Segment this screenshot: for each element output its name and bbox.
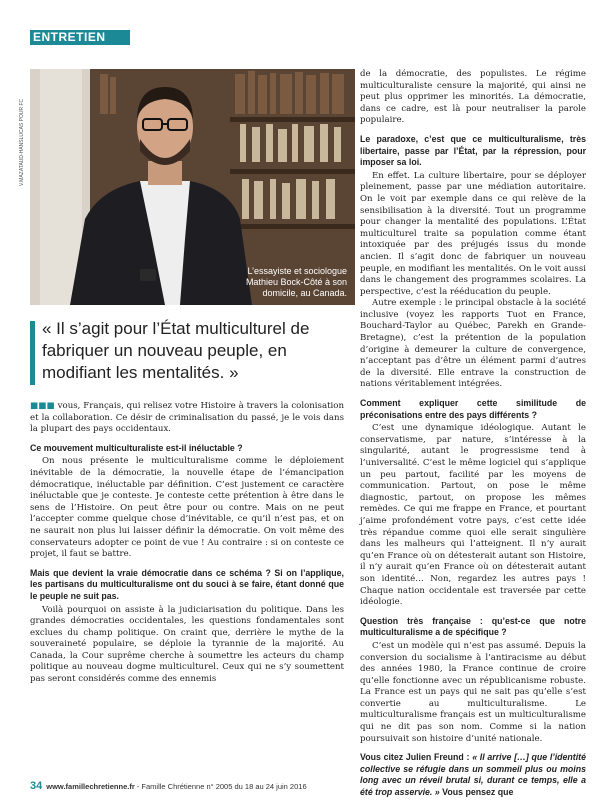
page-number: 34 xyxy=(30,780,43,792)
question xyxy=(360,752,586,798)
answer: C’est une dynamique idéologique. Autant le conservatisme, par nature, s’intéresse à la singularité, autant le progressisme tend à l’universalité. C’est le même logiciel qui s’applique un peu partout, facilité par les moyens de communication. Partout, on pose le même diagnostic, partout, on propose les mêmes remèdes. Ce qui me frappe en France, et pourtant j’aime profondément votre pays, c’est cette idée très répandue comme quoi elle serait singulière dans les malheurs qui l’atteignent. Il n’y aurait qu’en France où on détesterait autant son Histoire, il n’y aurait qu’en France où on détesterait autant son identité… Non, regardez les autres pays ! Chaque nation occidentale est traversée par cette idéologie. xyxy=(360,423,586,608)
pull-quote: « Il s’agit pour l’État multiculturel de fabriquer un nouveau peuple, en modifiant les mentalités. » xyxy=(42,319,310,382)
answer: Autre exemple : le principal obstacle à la société inclusive (voyez les rapports Tuot en France, Bouchard-Taylor au Québec, Parekh en Grande-Bretagne), c’est la prétention de la population d’origine à demeurer la culture de convergence, n’acceptant pas d’être un élément parmi d’autres de la diversité. Elle entrave la construction de nations véritablement intégrées. xyxy=(360,298,586,390)
question: Le paradoxe, c’est que ce multiculturalisme, très libertaire, passe par l’État, par la répression, pour imposer sa loi. xyxy=(360,133,586,168)
article-left-column xyxy=(30,401,344,686)
footer-issue: - Famille Chrétienne n° 2005 du 18 au 24 juin 2016 xyxy=(134,782,307,791)
question: Mais que devient la vraie démocratie dans ce schéma ? Si on l’applique, les partisans du multiculturalisme ont du souci à se faire, étant donné que le peuple ne suit pas. xyxy=(30,567,344,601)
question: Question très française : qu’est-ce que notre multiculturalisme a de spécifique ? xyxy=(360,615,586,638)
answer: Voilà pourquoi on assiste à la judiciarisation du politique. Dans les grandes démocraties occidentales, les questions fondamentales sont exclues du champ politique. On craint que, derrière le mythe de la souveraineté populaire, se déploie la tyrannie de la majorité. Au Canada, la Cour suprême cherche à soumettre les acteurs du champ politique au nouveau dogme multiculturel. Ceux qui ne s’y soumettent pas seront considérés comme des ennemis xyxy=(30,604,344,685)
section-header-label: ENTRETIEN xyxy=(33,30,106,44)
page-footer xyxy=(30,780,307,792)
question-quote: « Il arrive […] que l’identité collective se réfugie dans un sommeil plus ou moins long avec un réveil brutal si, durant ce temps, elle a été trop asservie. » xyxy=(360,752,587,798)
question-tail: Vous pensez que xyxy=(439,787,514,798)
paragraph-text: vous, Français, qui relisez votre Histoire à travers la colonisation et la collaboration. Ce désir de criminalisation du passé, je le vois dans la plupart des pays occidentaux. xyxy=(30,401,344,435)
question: Comment expliquer cette similitude de préconisations entre des pays différents ? xyxy=(360,398,586,420)
paragraph xyxy=(30,401,344,436)
photo-caption: L’essayiste et sociologue Mathieu Bock-Côté à son domicile, au Canada. xyxy=(245,266,347,298)
continuation-marker: ■■■ xyxy=(30,401,55,411)
pull-quote-bar xyxy=(30,321,35,385)
photo-credit: V.MAZATAUD-HANSLUCAS POUR FC xyxy=(19,98,25,186)
footer-site: www.famillechretienne.fr xyxy=(46,782,135,791)
article-right-column xyxy=(360,69,586,801)
question-lead: Vous citez Julien Freund : xyxy=(360,752,473,763)
answer: C’est un modèle qui n’est pas assumé. Depuis la conversion du socialisme à l’antiracisme au début des années 1980, la France continue de croire qu’elle fonctionne avec un républicanisme robuste. La France est un pays qui ne sait pas qu’elle s’est convertie au multiculturalisme. Le multiculturalisme français est un multiculturalisme qui ne dit pas son nom. Comme si la nation poursuivait son histoire d’unité nationale. xyxy=(360,640,586,744)
answer: En effet. La culture libertaire, pour se déployer pleinement, passe par une médiation autoritaire. On le voit par exemple dans ce qui relève de la sensibilisation à la diversité. Tout un programme pour changer la mentalité des populations. L’État multiculturel traite sa population comme étant intoxiquée par des préjugés issus du monde ancien. Il s’agit donc de fabriquer un nouveau peuple, en modifiant les mentalités. On le voit aussi dans le changement des programmes scolaires. La perspective, c’est la rééducation du peuple. xyxy=(360,170,586,297)
question: Ce mouvement multiculturaliste est-il inéluctable ? xyxy=(30,442,243,453)
answer-continued: de la démocratie, des populistes. Le régime multiculturaliste censure la majorité, qui ainsi ne peut plus opprimer les minorités. La démocratie, dans ce cadre, est là pour neutraliser la parole populaire. xyxy=(360,69,586,126)
portrait-photo xyxy=(30,69,355,305)
answer: On nous présente le multiculturalisme comme le déploiement inévitable de la démocratie, la nouvelle étape de l’émancipation démocratique, inéluctable par définition. C’est justement ce caractère inéluctable que je conteste. Je conteste cette prétention à être dans le sens de l’Histoire. On peut être pour ou contre. Mais on ne peut l’accepter comme quelque chose d’inévitable, ce qu’il n’est pas, et on ne saurait non plus lui laisser définir la démocratie. On voit même des conservateurs adopter ce point de vue ! Au contraire : si on conteste ce projet, il faut se battre. xyxy=(30,456,344,560)
